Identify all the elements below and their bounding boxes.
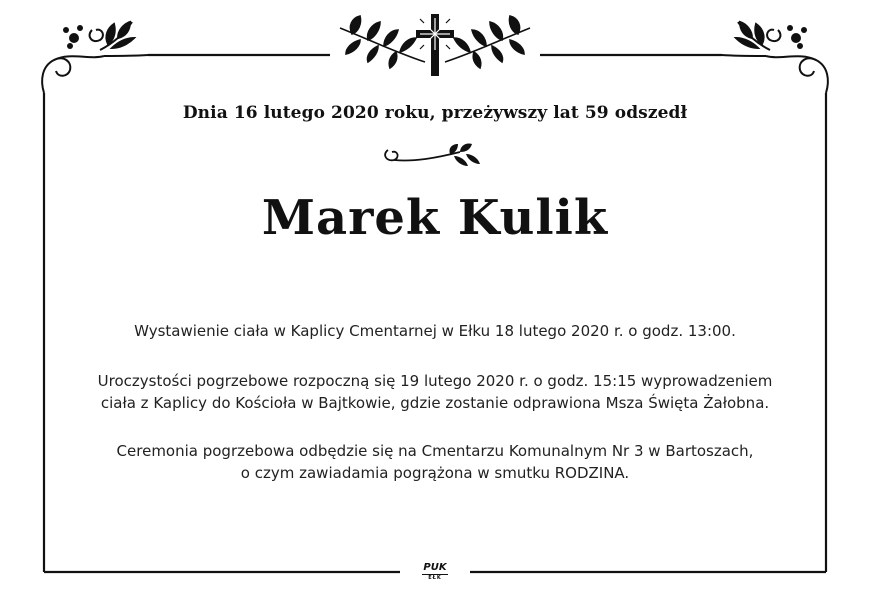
ceremony-paragraph [0, 370, 870, 414]
paragraph-line: Ceremonia pogrzebowa odbędzie się na Cmentarzu Komunalnym Nr 3 w Bartoszach, [116, 442, 754, 460]
cross-icon [416, 14, 454, 76]
corner-flourish-icon [42, 22, 148, 93]
paragraph-line: ciała z Kaplicy do Kościoła w Bajtkowie, gdzie zostanie odprawiona Msza Święta Żałobna. [100, 394, 770, 412]
puk-logo [410, 562, 460, 588]
laurel-branch-icon [445, 16, 530, 68]
corner-flourish-icon [722, 22, 828, 93]
paragraph-line: Wystawienie ciała w Kaplicy Cmentarnej w Ełku 18 lutego 2020 r. o godz. 13:00. [134, 322, 736, 340]
laurel-branch-icon [340, 16, 425, 68]
deceased-name: Marek Kulik [261, 190, 609, 246]
logo-sub-text: EŁK [422, 574, 448, 581]
paragraph-line: o czym zawiadamia pogrążona w smutku RODZINA. [240, 464, 630, 482]
burial-paragraph [0, 440, 870, 484]
logo-main-text: PUK [423, 562, 447, 573]
leaf-divider-icon [380, 140, 490, 170]
death-date-headline: Dnia 16 lutego 2020 roku, przeżywszy lat 59 odszedł [182, 103, 688, 123]
paragraph-line: Uroczystości pogrzebowe rozpoczną się 19 lutego 2020 r. o godz. 15:15 wyprowadzeniem [97, 372, 773, 390]
viewing-paragraph [0, 320, 870, 342]
